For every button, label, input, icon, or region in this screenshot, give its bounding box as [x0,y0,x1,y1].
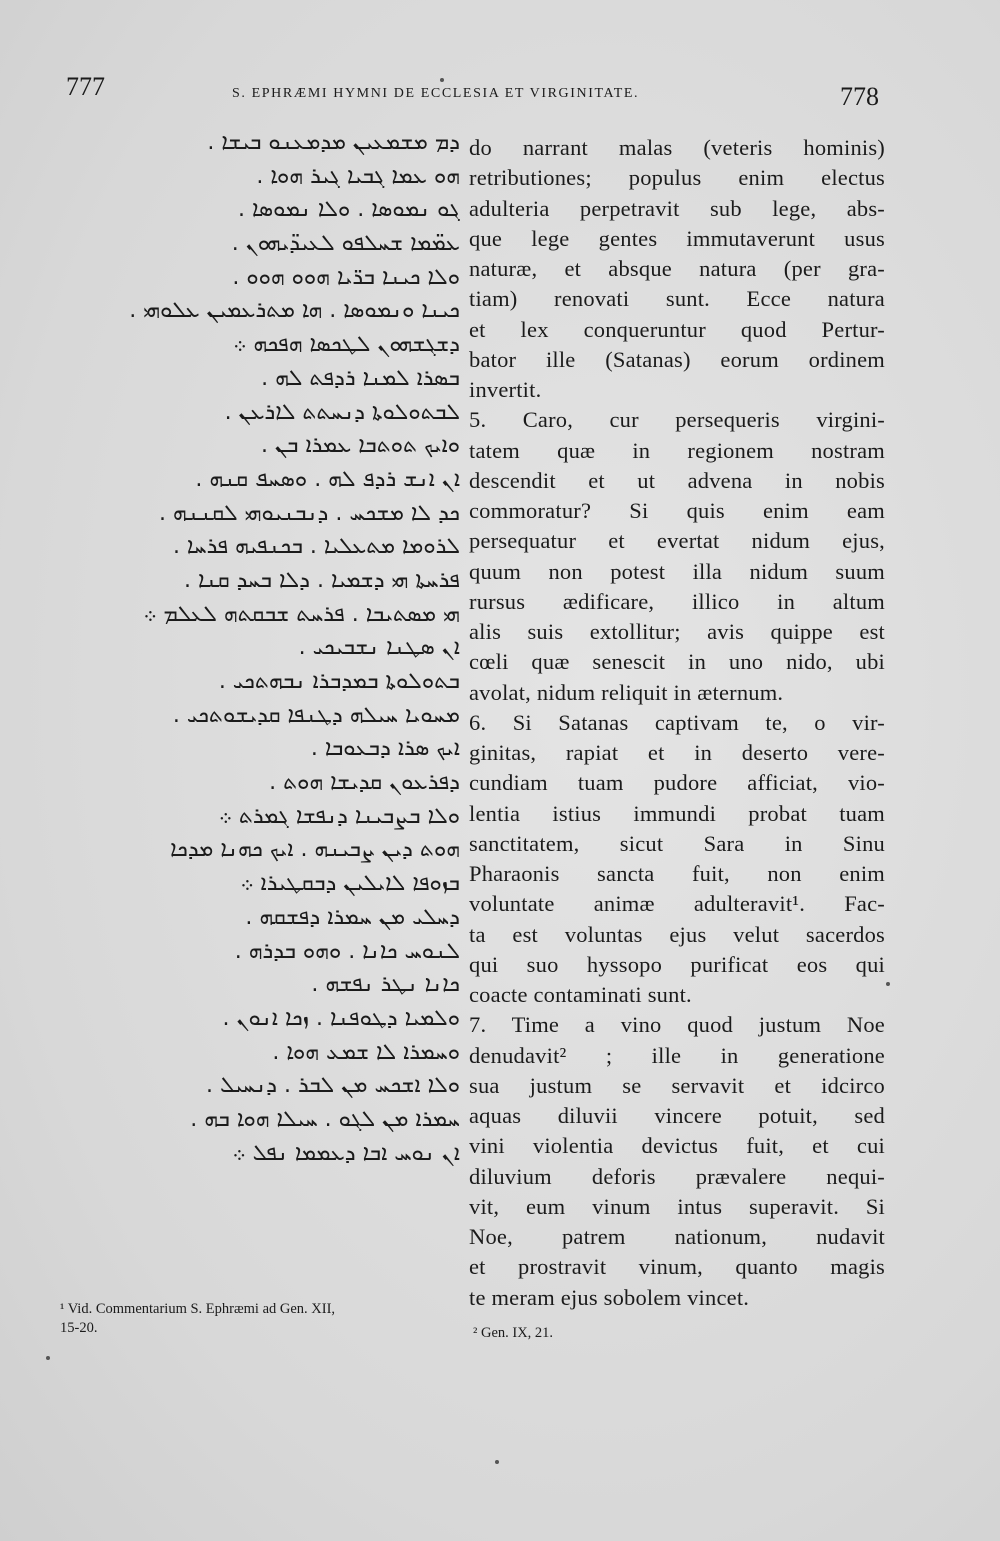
latin-line: invertit. [469,377,542,402]
latin-line: ta est voluntas ejus velut sacerdos [469,921,885,947]
syriac-line: ܘܠܐ ܟܝܢܐ ܒܪ̈ܝܐ ܗܘܘ ܗܘܘ . [232,264,460,290]
syriac-line: ܚܡܪܐ ܡܢ ܠܓܘ . ܚܝܠܐ ܗܘܐ ܒܗ . [190,1106,460,1132]
syriac-line: ܟܕ ܠܐ ܡܫܟܚ . ܕܢܒܢܝܘܗܝ ܠܩܢܢܗ . [158,500,460,526]
syriac-line: ܘܠܐ ܐܫܟܚ ܡܢ ܠܒܪ . ܕܢܚܝܠ . [206,1073,460,1099]
latin-line: bator ille (Satanas) eorum ordinem [469,346,885,372]
page-number-left: 777 [66,72,105,101]
latin-line: lentia istius immundi probat tuam [469,800,885,826]
syriac-line: ܘܠܐ ܒܨܒܝܢܐ ܕܢܦܫܐ ܓܡܪܬ ܀ [218,803,460,829]
page-header [0,72,1000,112]
latin-line: vit, eum vinum intus superavit. Si [469,1193,885,1219]
footnote-left [60,1300,440,1338]
latin-line: retributiones; populus enim electus [469,165,885,191]
latin-line: vini violentia devictus fuit, et cui [469,1133,885,1159]
latin-line: 6. Si Satanas captivam te, o vir- [469,709,885,735]
ink-speck [440,78,444,82]
latin-text-column [469,133,885,1313]
latin-line: sanctitatem, sicut Sara in Sinu [469,830,885,856]
syriac-line: ܒܣܪܐ ܠܡܢܐ ܪܕܦܬ ܠܗ . [261,365,460,391]
syriac-line: ܐܝܟ ܣܪܐ ܕܒܥܘܒܐ . [310,736,460,762]
syriac-line: ܒܙܘܦܐ ܠܐܝܠܝܢ ܕܒܩܛܝܪܐ ܀ [240,871,460,897]
latin-line: ginitas, rapiat et in deserto vere- [469,740,885,765]
syriac-line: ܗܘܬ ܕܝܢ ܨܒܝܢܗ . ܐܝܟ ܟܗܢܐ ܡܕܟܐ [170,837,460,863]
latin-line: qui suo hyssopo purificat eos qui [469,951,885,977]
syriac-line: ܘܐܝܟ ܬܘܬܒܐ ܥܡܪܐ ܒܢ . [261,433,460,459]
latin-line: rursus ædificare, illico in altum [469,588,885,614]
latin-line: diluvium deforis prævalere nequi- [469,1163,885,1189]
latin-line: aquas diluvii vincere potuit, sed [469,1103,885,1128]
syriac-line: ܗܘ ܥܡܐ ܓܒܝܐ ܓܝܪ ܗܘܐ . [256,163,460,189]
latin-line: sua justum se servavit et idcirco [469,1072,885,1098]
syriac-line: ܐܢ ܣܛܢܐ ܢܫܒܝܟܝ . [298,635,460,661]
syriac-line: ܕܫܓܫܗܘܢ ܠܛܟܣܐ ܗܦܟܗ ܀ [233,332,460,358]
syriac-line: ܘܠܡܝܐ ܕܛܘܦܢܐ . ܙܟܐ ܐܢܘܢ . [222,1005,460,1031]
ink-speck [46,1356,50,1360]
footnote-right: ² Gen. IX, 21. [473,1325,554,1341]
latin-line: descendit et ut advena in nobis [469,467,885,493]
running-title: S. EPHRÆMI HYMNI DE ECCLESIA ET VIRGINITATE. [232,86,640,101]
latin-line: et prostravit vinum, quanto magis [469,1254,885,1280]
syriac-text-column [40,126,460,1170]
latin-line: et lex conqueruntur quod Pertur- [469,316,885,342]
latin-line: Pharaonis sancta fuit, non enim [469,861,885,886]
latin-line: naturæ, et absque natura (per gra- [469,256,885,281]
latin-line: 7. Time a vino quod justum Noe [469,1012,885,1038]
latin-line: quum non potest illa nidum suum [469,558,885,584]
latin-line: do narrant malas (veteris hominis) [469,135,885,160]
latin-line: avolat, nidum reliquit in æternum. [469,679,784,705]
latin-line: commoratur? Si quis enim eam [469,498,885,523]
footnote-left-line: ¹ Vid. Commentarium S. Ephræmi ad Gen. XII, [60,1301,336,1317]
page-number-right: 778 [840,82,879,111]
latin-line: alis suis extollitur; avis quippe est [469,619,885,644]
syriac-line: ܟܝܢܐ ܘܢܡܘܣܐ . ܗܐ ܡܬܪܥܡܝܢ ܥܠܘܗܝ . [129,298,460,324]
syriac-line: ܕܡ ܡܫܡܥܝܢ ܡܕܡܥܢܘ ܒܝܫܐ . [207,130,460,155]
ink-speck [495,1460,499,1464]
syriac-line: ܦܪܚܬܐ ܗܝ ܕܫܡܝܐ . ܕܠܐ ܒܚܕ ܩܢܐ . [184,567,460,593]
latin-line: coacte contaminati sunt. [469,982,692,1007]
syriac-line: ܘܚܡܪܐ ܠܐ ܫܡܥ ܗܘܐ . [272,1039,460,1065]
ink-speck [886,982,890,986]
footnote-left-line: 15-20. [60,1320,98,1336]
latin-line: te meram ejus sobolem vincet. [469,1284,750,1310]
syriac-line: ܠܢܘܚ ܟܐܢܐ . ܘܗܘ ܒܕܪܗ . [234,938,460,964]
syriac-line: ܕܦܪܥܘܢ ܩܕܝܫܐ ܗܘܬ . [269,770,460,796]
syriac-line: ܗܝ ܡܣܬܝܒܐ . ܦܪܚܬ ܫܒܩܬܗ ܠܥܠܡ ܀ [143,601,460,627]
syriac-line: ܟܐܢܐ ܢܛܪ ܢܦܫܗ . [311,972,460,998]
latin-line: tatem quæ in regionem nostram [469,437,885,463]
latin-line: 5. Caro, cur persequeris virgini- [469,407,885,433]
syriac-line: ܡܚܘܝܐ ܚܝܠܗ ܕܛܢܦܐ ܩܕܝܫܘܬܟܝ . [172,702,460,728]
latin-line: adulteria perpetravit sub lege, abs- [469,195,885,221]
syriac-line: ܠܪܘܡܐ ܡܬܥܠܝܐ . ܒܟܢܦܝܗ ܦܪܚܐ . [172,534,460,560]
latin-line: cœli quæ senescit in uno nido, ubi [469,649,885,675]
latin-line: tiam) renovati sunt. Ecce natura [469,286,885,312]
syriac-line: ܓܘ ܢܡܘܣܐ . ܘܠܐ ܢܡܘܣܐ . [237,197,460,223]
latin-line: Noe, patrem nationum, nudavit [469,1224,885,1249]
syriac-line: ܐܢ ܐܢܫ ܪܕܦ ܠܗ . ܘܣܚܦ ܩܢܗ . [195,466,460,492]
latin-line: que lege gentes immutaverunt usus [469,225,885,251]
syriac-line: ܠܒܬܘܠܘܬܐ ܕܢܚܬܬ ܠܐܪܥܢ . [224,399,460,425]
latin-line: cundiam tuam pudore afficiat, vio- [469,770,885,796]
syriac-line: ܕܚܠܝ ܡܢ ܚܡܪܐ ܕܦܫܩܗ . [245,904,460,930]
syriac-line: ܥܡ̈ܡܐ ܫܚܠܦܘ ܠܥܝܕ̈ܝܗܘܢ . [231,231,460,257]
syriac-line: ܒܬܘܠܘܬܐ ܒܡܕܒܪܐ ܢܒܗܬܟܝ . [218,669,460,694]
latin-line: voluntate animæ adulteravit¹. Fac- [469,891,885,917]
syriac-line: ܐܢ ܢܘܚ ܐܒܐ ܕܥܡܡܐ ܢܦܠ ܀ [232,1140,460,1166]
latin-line: denudavit² ; ille in generatione [469,1042,885,1068]
latin-line: persequatur et evertat nidum ejus, [469,528,885,554]
